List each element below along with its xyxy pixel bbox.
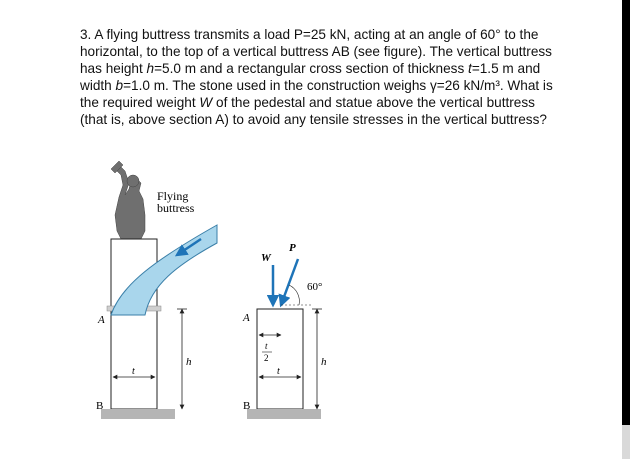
problem-variable: W — [199, 95, 213, 110]
problem-text-segment: of the pedestal and statue above the vertical buttress (that is, above section A) to avoid any tensile stresses in the vertical buttress? — [80, 95, 547, 127]
problem-text-segment: 3. A flying buttress transmits a load P=25 kN, acting at an angle of 60° to the horizontal, to the top of a vertical buttress AB (see figure). The vertical buttress has height — [80, 27, 556, 76]
label-frac-num: t — [265, 341, 268, 351]
ground-right — [247, 409, 321, 419]
label-a-right: A — [243, 312, 250, 324]
label-angle: 60° — [307, 281, 323, 293]
flying-caption-line2: buttress — [157, 201, 195, 215]
buttress-figure — [85, 155, 345, 425]
p-arrow — [281, 259, 298, 305]
label-h-left: h — [186, 356, 192, 368]
left-figure — [96, 161, 217, 419]
label-t-right: t — [277, 366, 280, 377]
scrollbar-edge — [622, 425, 630, 459]
problem-text-segment: =1.0 m. The stone used in the construction weighs γ=26 kN/m³. What is the required weight — [80, 78, 557, 110]
label-t-left: t — [132, 366, 135, 377]
label-w: W — [261, 252, 271, 264]
problem-text-segment: =5.0 m and a rectangular cross section of thickness — [154, 61, 469, 76]
flying-caption-line1: Flying — [157, 189, 189, 203]
label-b-right: B — [243, 400, 251, 412]
label-p: P — [289, 242, 296, 254]
label-b-left: B — [96, 400, 104, 412]
problem-text-segment: =1.5 m and width — [80, 61, 544, 93]
label-frac-den: 2 — [264, 353, 269, 363]
label-h-right: h — [321, 356, 327, 368]
problem-variable: t — [468, 61, 472, 76]
problem-variable: b — [115, 78, 124, 93]
ground-left — [101, 409, 175, 419]
statue-icon — [111, 161, 145, 239]
right-figure — [242, 242, 327, 419]
problem-statement — [80, 26, 560, 128]
label-a-left: A — [98, 314, 105, 326]
problem-variable: h — [146, 61, 155, 76]
